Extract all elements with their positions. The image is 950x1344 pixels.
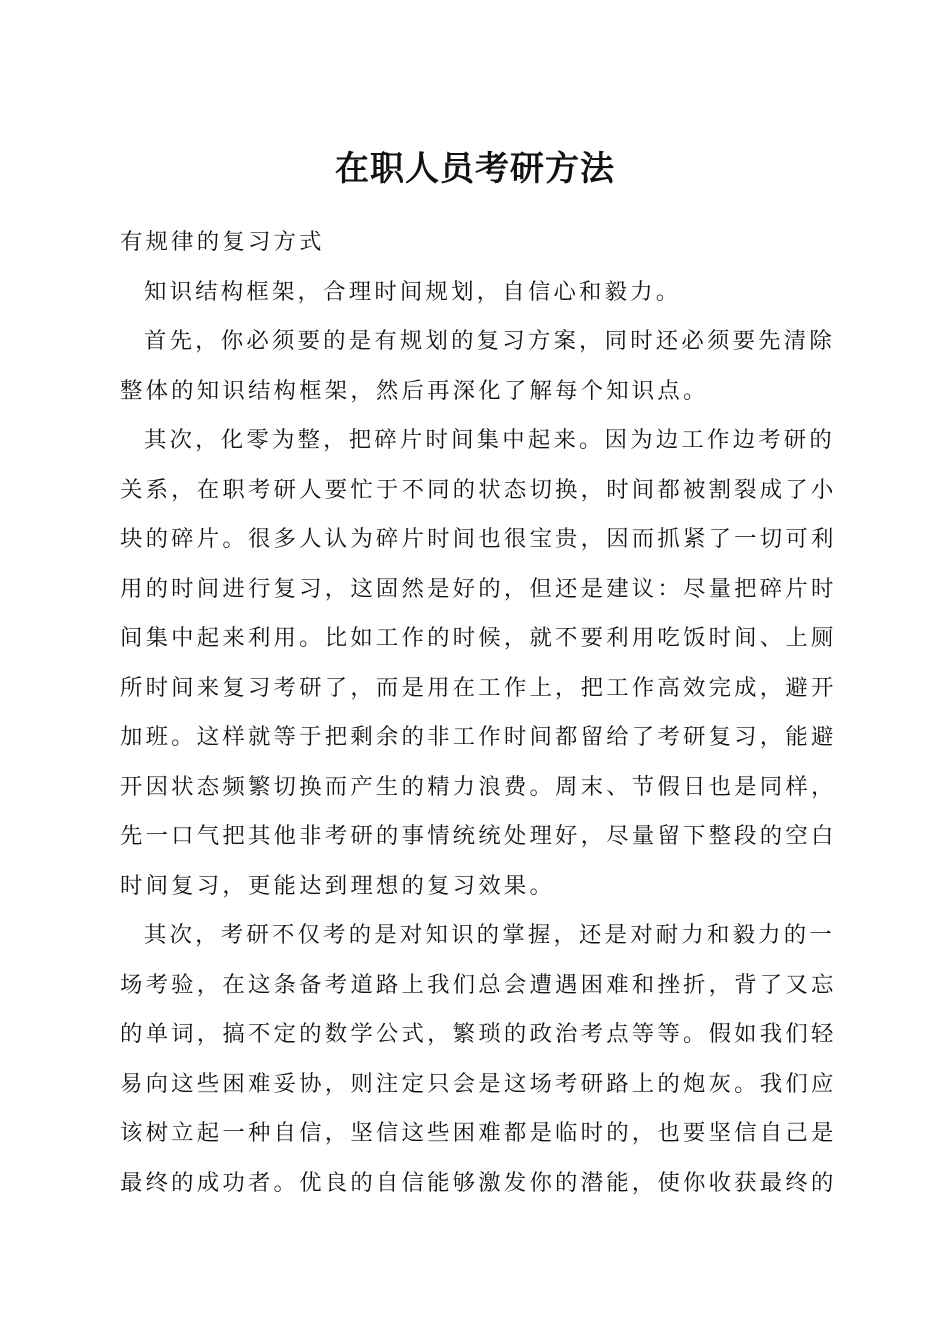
paragraph-2 xyxy=(120,317,835,416)
paragraph-line: 块的碎片。很多人认为碎片时间也很宝贵，因而抓紧了一切可利 xyxy=(120,526,837,552)
paragraph-line: 用的时间进行复习，这固然是好的，但还是建议：尽量把碎片时 xyxy=(120,575,837,602)
document-title: 在职人员考研方法 xyxy=(335,149,615,189)
paragraph-line: 知识结构框架，合理时间规划，自信心和毅力。 xyxy=(144,278,682,305)
paragraph-line: 加班。这样就等于把剩余的非工作时间都留给了考研复习，能避 xyxy=(120,724,837,750)
paragraph-1 xyxy=(120,268,832,318)
paragraph-line: 时间复习，更能达到理想的复习效果。 xyxy=(120,872,556,899)
paragraph-line: 关系，在职考研人要忙于不同的状态切换，时间都被割裂成了小 xyxy=(120,476,837,503)
paragraph-line: 其次，考研不仅考的是对知识的掌握，还是对耐力和毅力的一 xyxy=(144,922,835,948)
paragraph-line: 的单词，搞不定的数学公式，繁琐的政治考点等等。假如我们轻 xyxy=(120,1021,837,1047)
paragraph-3 xyxy=(120,416,837,911)
paragraph-line: 最终的成功者。优良的自信能够激发你的潜能，使你收获最终的 xyxy=(120,1169,837,1196)
paragraph-line: 首先，你必须要的是有规划的复习方案，同时还必须要先清除 xyxy=(144,328,835,354)
paragraph-line: 先一口气把其他非考研的事情统统处理好，尽量留下整段的空白 xyxy=(120,823,837,849)
paragraph-line: 该树立起一种自信，坚信这些困难都是临时的，也要坚信自己是 xyxy=(120,1120,837,1146)
section-heading: 有规律的复习方式 xyxy=(120,229,325,255)
paragraph-line: 易向这些困难妥协，则注定只会是这场考研路上的炮灰。我们应 xyxy=(120,1070,837,1097)
paragraph-line: 场考验，在这条备考道路上我们总会遭遇困难和挫折，背了又忘 xyxy=(120,971,837,998)
paragraph-line: 整体的知识结构框架，然后再深化了解每个知识点。 xyxy=(120,377,709,404)
paragraph-line: 所时间来复习考研了，而是用在工作上，把工作高效完成，避开 xyxy=(120,674,837,701)
paragraph-line: 其次，化零为整，把碎片时间集中起来。因为边工作边考研的 xyxy=(144,427,835,453)
paragraph-line: 开因状态频繁切换而产生的精力浪费。周末、节假日也是同样， xyxy=(120,773,837,800)
paragraph-4 xyxy=(120,911,837,1208)
document-body xyxy=(120,218,837,1208)
paragraph-line: 间集中起来利用。比如工作的时候，就不要利用吃饭时间、上厕 xyxy=(120,625,837,651)
